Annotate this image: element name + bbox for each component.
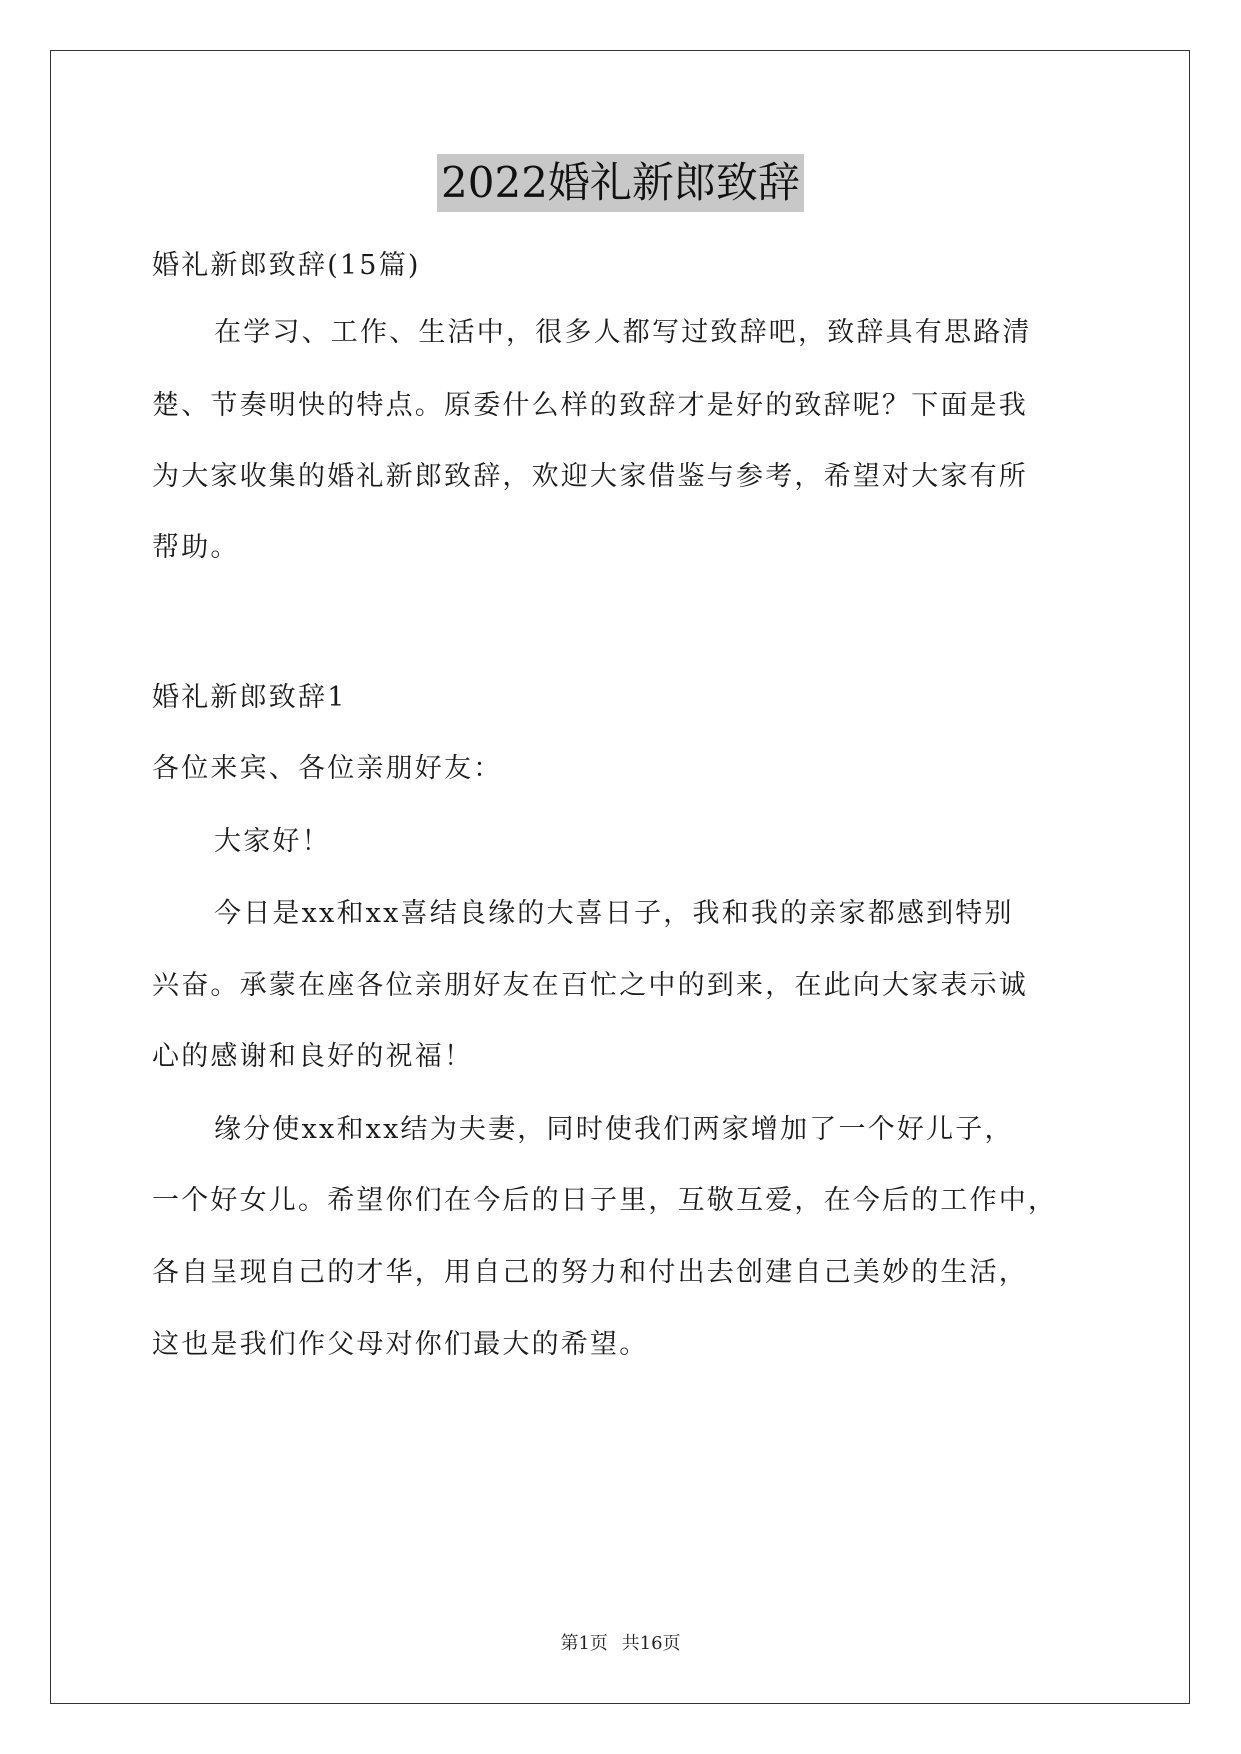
- page-total: 共16页: [621, 1633, 681, 1654]
- document-title: 2022婚礼新郎致辞: [437, 154, 804, 212]
- para2-line-2: 一个好女儿。希望你们在今后的日子里，互敬互爱，在今后的工作中，: [152, 1185, 1058, 1216]
- para2-line-3: 各自呈现自己的才华，用自己的努力和付出去创建自己美妙的生活，: [152, 1257, 1028, 1288]
- para1-line-2: 兴奋。承蒙在座各位亲朋好友在百忙之中的到来，在此向大家表示诚: [152, 970, 1028, 1001]
- para2-line-1: 缘分使xx和xx结为夫妻，同时使我们两家增加了一个好儿子，: [214, 1114, 1014, 1145]
- salutation: 各位来宾、各位亲朋好友：: [152, 753, 503, 784]
- intro-line-4: 帮助。: [152, 532, 240, 563]
- page-border: [50, 50, 1190, 1704]
- subtitle: 婚礼新郎致辞(15篇): [152, 250, 421, 281]
- para2-line-4: 这也是我们作父母对你们最大的希望。: [152, 1329, 649, 1360]
- intro-line-2: 楚、节奏明快的特点。原委什么样的致辞才是好的致辞呢？下面是我: [152, 390, 1028, 421]
- greeting: 大家好！: [214, 826, 331, 857]
- section-heading: 婚礼新郎致辞1: [152, 682, 347, 713]
- intro-line-3: 为大家收集的婚礼新郎致辞，欢迎大家借鉴与参考，希望对大家有所: [152, 461, 1028, 492]
- intro-line-1: 在学习、工作、生活中，很多人都写过致辞吧，致辞具有思路清: [214, 317, 1032, 348]
- page-footer: [0, 1632, 1241, 1656]
- title-container: [0, 154, 1241, 212]
- page-number: 第1页: [560, 1633, 608, 1654]
- para1-line-1: 今日是xx和xx喜结良缘的大喜日子，我和我的亲家都感到特别: [214, 898, 1014, 929]
- para1-line-3: 心的感谢和良好的祝福！: [152, 1041, 474, 1072]
